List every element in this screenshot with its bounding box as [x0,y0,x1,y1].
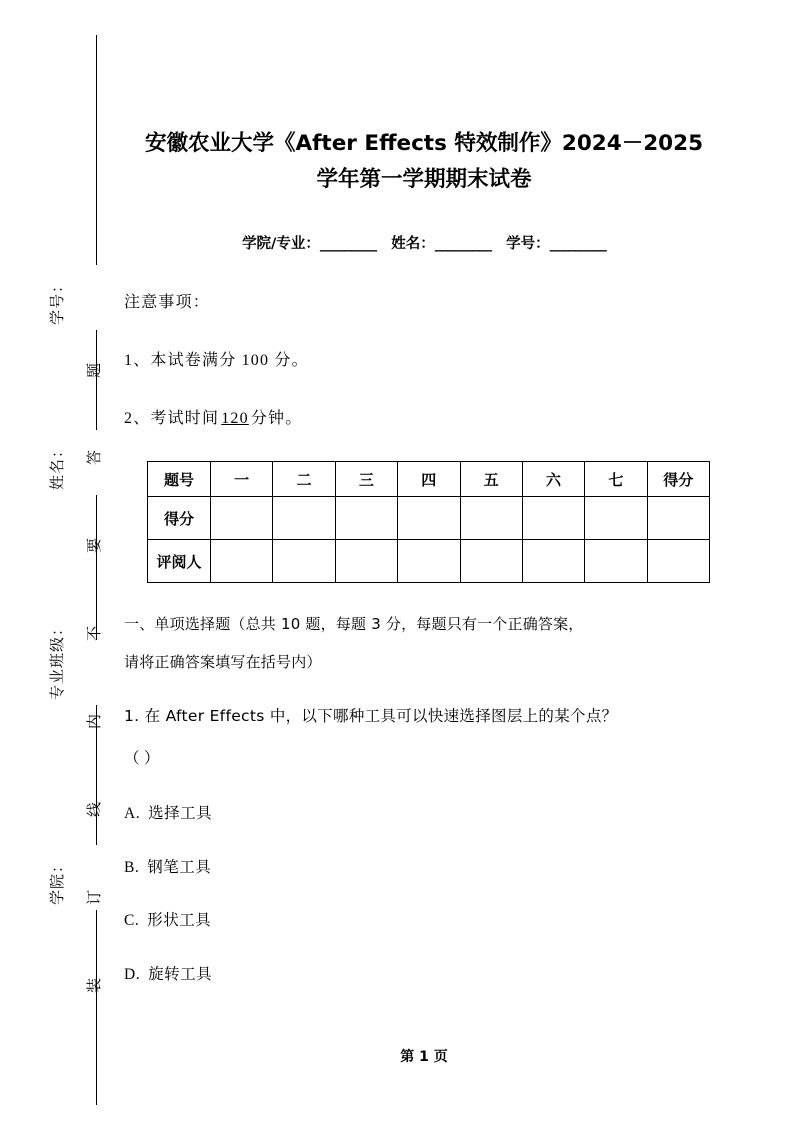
score-cell[interactable] [585,497,647,540]
margin-rule-segment [96,495,97,640]
score-table-header-q3: 三 [335,462,397,497]
reviewer-row-label: 评阅人 [148,540,211,583]
margin-rule-segment [96,330,97,430]
reviewer-cell[interactable] [211,540,273,583]
name-blank[interactable]: _________ [434,236,492,252]
reviewer-cell[interactable] [522,540,584,583]
option-label: 形状工具 [147,911,212,929]
section-heading-1 [124,605,716,681]
score-cell[interactable] [460,497,522,540]
score-table-header-q6: 六 [522,462,584,497]
score-cell[interactable] [335,497,397,540]
question-1-option-d[interactable] [124,962,212,984]
margin-label-college: 学院： [50,856,66,905]
score-table-header-q1: 一 [211,462,273,497]
score-table-header-q2: 二 [273,462,335,497]
score-cell[interactable] [398,497,460,540]
score-table [147,461,710,583]
reviewer-cell[interactable] [460,540,522,583]
reviewer-cell[interactable] [335,540,397,583]
student-id-label: 学号： [506,236,550,252]
binding-margin [0,0,110,1122]
notice-item-2 [124,404,302,434]
option-label: 钢笔工具 [147,858,212,876]
margin-rule-segment [96,35,97,265]
score-cell[interactable] [522,497,584,540]
question-1-option-a[interactable] [124,801,212,823]
college-major-label: 学院/专业： [242,236,320,252]
seal-glyph-ding: 订 [87,889,103,905]
exam-duration-value: 120 [221,410,249,427]
seal-glyph-yao: 要 [87,537,103,553]
option-letter: B. [124,859,140,876]
table-row-header [148,462,710,497]
option-letter: C. [124,912,140,929]
identity-fields-row [124,232,724,253]
exam-title-line-2: 学年第一学期期末试卷 [316,167,532,192]
seal-glyph-nei: 内 [87,713,103,729]
score-table-header-total: 得分 [647,462,709,497]
reviewer-cell[interactable] [273,540,335,583]
score-cell[interactable] [211,497,273,540]
margin-label-name: 姓名： [50,441,66,490]
question-1-option-b[interactable] [124,855,211,877]
question-1-stem-line-1: 1. 在 After Effects 中，以下哪种工具可以快速选择图层上的某个点？ [124,707,618,725]
notice-item-1: 1、本试卷满分 100 分。 [124,352,309,369]
question-1-answer-bracket[interactable]: （ ） [124,750,160,767]
margin-label-class: 专业班级： [50,619,66,700]
table-row [148,540,710,583]
name-label: 姓名： [391,236,435,252]
question-1-option-c[interactable] [124,908,211,930]
exam-title-line-1: 安徽农业大学《After Effects 特效制作》2024－2025 [144,131,704,156]
notice-heading: 注意事项： [124,294,211,311]
score-table-header-q7: 七 [585,462,647,497]
reviewer-cell[interactable] [585,540,647,583]
section-heading-line-2: 请将正确答案填写在括号内） [124,653,322,671]
question-1-stem [124,695,716,780]
option-label: 选择工具 [148,804,213,822]
margin-rule-segment [96,910,97,1105]
score-cell[interactable] [273,497,335,540]
seal-glyph-zhuang: 装 [87,977,103,993]
option-letter: A. [124,805,141,822]
seal-glyph-ti: 题 [87,362,103,378]
score-table-header-q4: 四 [398,462,460,497]
option-letter: D. [124,966,141,983]
student-id-blank[interactable]: _________ [549,236,606,252]
option-label: 旋转工具 [148,965,213,983]
seal-glyph-bu: 不 [87,625,103,641]
college-major-blank[interactable]: _________ [319,236,377,252]
seal-glyph-da: 答 [87,449,103,465]
reviewer-cell[interactable] [647,540,709,583]
margin-label-student-id: 学号： [50,276,66,325]
table-row [148,497,710,540]
notice-item-2-prefix: 2、考试时间 [124,410,220,427]
score-table-header-q5: 五 [460,462,522,497]
exam-paper-body [110,0,793,1122]
section-heading-line-1: 一、单项选择题（总共 10 题，每题 3 分，每题只有一个正确答案， [124,615,584,633]
score-row-label: 得分 [148,497,211,540]
page-title [124,126,724,198]
score-table-header-label: 题号 [148,462,211,497]
notice-item-2-suffix: 分钟。 [250,410,303,427]
score-cell[interactable] [647,497,709,540]
reviewer-cell[interactable] [398,540,460,583]
page-footer: 第 1 页 [400,1049,448,1065]
seal-glyph-xian: 线 [87,801,103,817]
